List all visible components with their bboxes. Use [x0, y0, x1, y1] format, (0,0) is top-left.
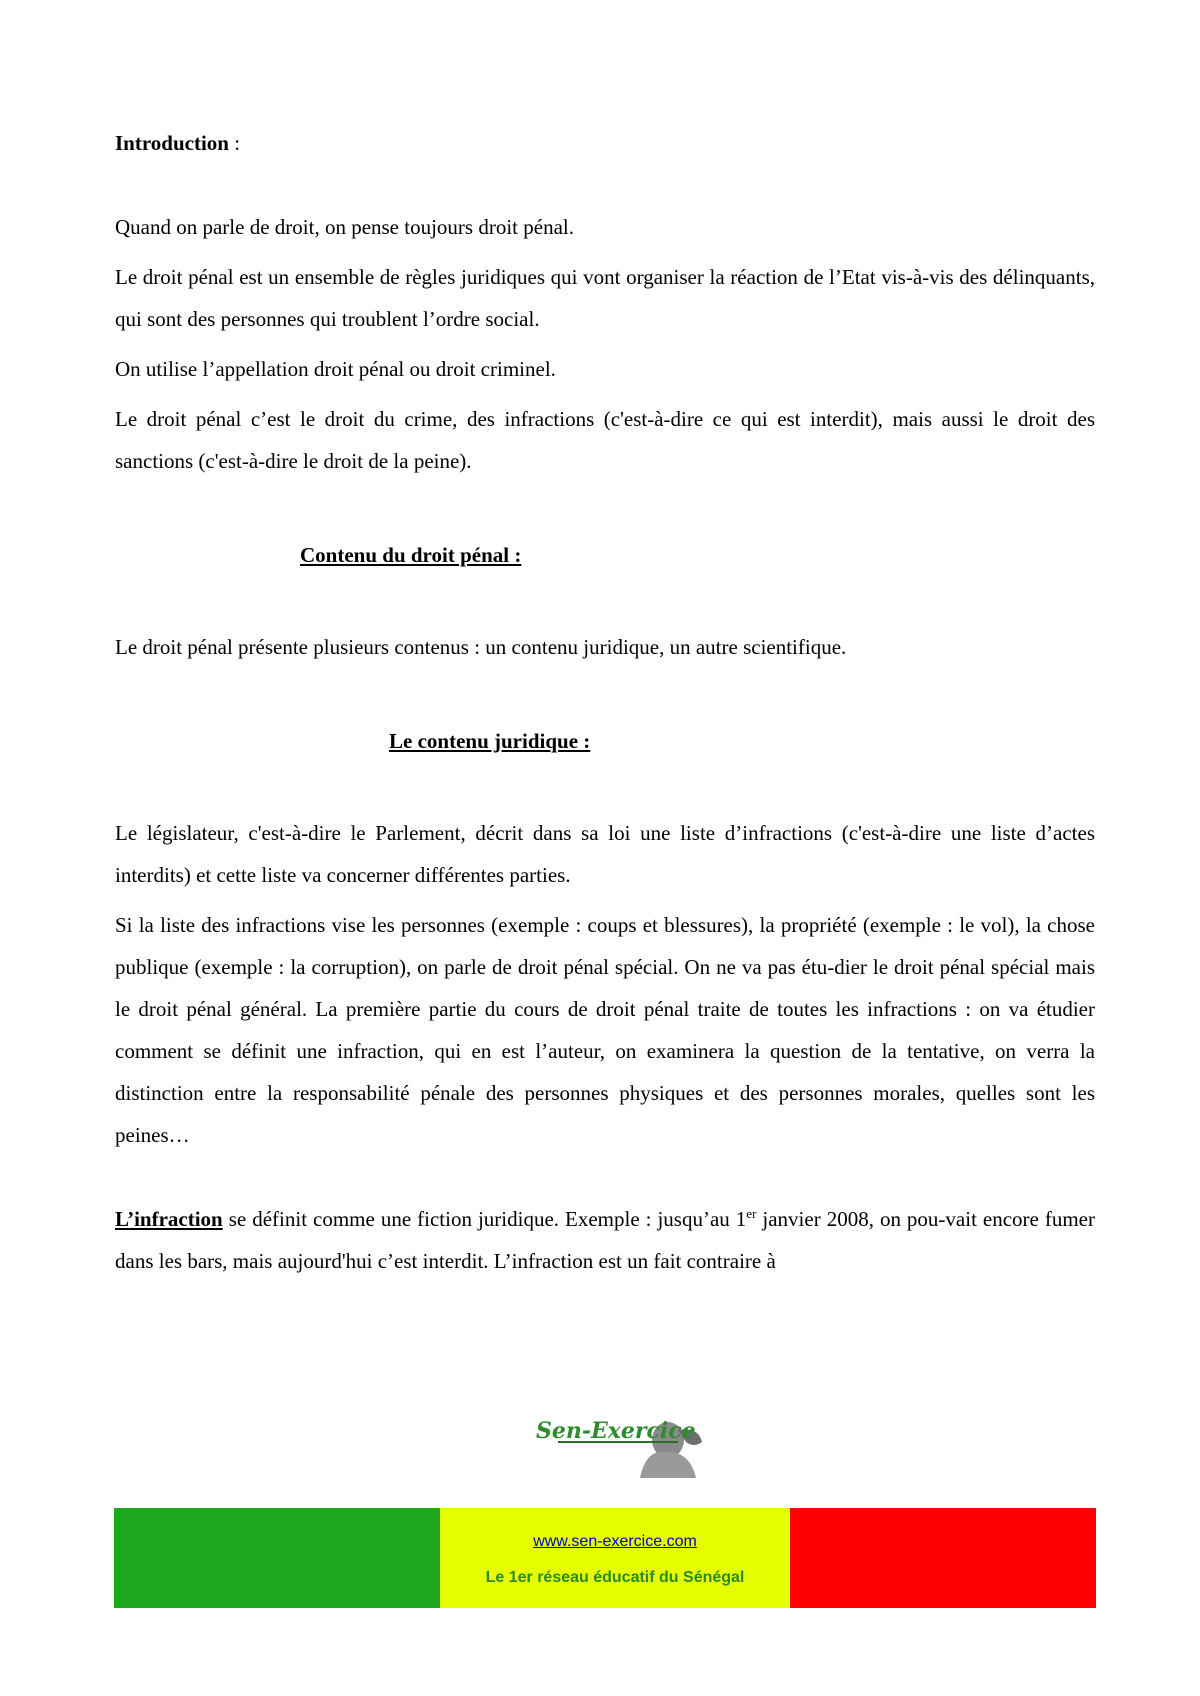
paragraph: Le droit pénal c’est le droit du crime, des infractions (c'est-à-dire ce qui est interdit), mais aussi le droit des sanctions (c'est-à-dire le droit de la peine).: [115, 407, 1095, 473]
document-body: [115, 122, 1095, 1282]
paragraph: Si la liste des infractions vise les personnes (exemple : coups et blessures), la propriété (exemple : le vol), la chose publique (exemple : la corruption), on parle de droit pénal spécial. On ne va pas étu-dier le droit pénal spécial mais le droit pénal général. La première partie du cours de droit pénal traite de toutes les infractions : on va étudier comment se définit une infraction, qui en est l’auteur, on examinera la question de la tentative, on verra la distinction entre la responsabilité pénale des personnes physiques et des personnes morales, quelles sont les peines…: [115, 913, 1095, 1147]
logo-text: Sen-Exercice: [536, 1418, 696, 1444]
footer-tagline: Le 1er réseau éducatif du Sénégal: [485, 1569, 745, 1586]
footer-green-band: [114, 1508, 440, 1608]
section-heading-juridique: Le contenu juridique :: [389, 729, 591, 753]
introduction-title: Introduction :: [115, 131, 241, 155]
paragraph: Le droit pénal est un ensemble de règles juridiques qui vont organiser la réaction de l’Etat vis-à-vis des délinquants, qui sont des personnes qui troublent l’ordre social.: [115, 265, 1095, 331]
paragraph: Le législateur, c'est-à-dire le Parlement, décrit dans sa loi une liste d’infractions (c'est-à-dire une liste d’actes interdits) et cette liste va concerner différentes parties.: [115, 821, 1095, 887]
paragraph-infraction: L’infraction se définit comme une fiction juridique. Exemple : jusqu’au 1er janvier 2008, on pou-vait encore fumer dans les bars, mais aujourd'hui c’est interdit. L’infraction est un fait contraire à: [115, 1206, 1095, 1273]
paragraph: Quand on parle de droit, on pense toujours droit pénal.: [115, 215, 574, 239]
footer-red-band: [790, 1508, 1096, 1608]
sen-exercice-logo: [528, 1408, 718, 1478]
footer-banner: [114, 1508, 1096, 1608]
website-link[interactable]: www.sen-exercice.com: [533, 1533, 697, 1550]
infraction-term: L’infraction: [115, 1207, 223, 1231]
section-heading-contenu: Contenu du droit pénal :: [300, 543, 522, 567]
paragraph: On utilise l’appellation droit pénal ou droit criminel.: [115, 357, 556, 381]
paragraph: Le droit pénal présente plusieurs contenus : un contenu juridique, un autre scientifique.: [115, 635, 847, 659]
footer-yellow-band: [440, 1508, 790, 1608]
